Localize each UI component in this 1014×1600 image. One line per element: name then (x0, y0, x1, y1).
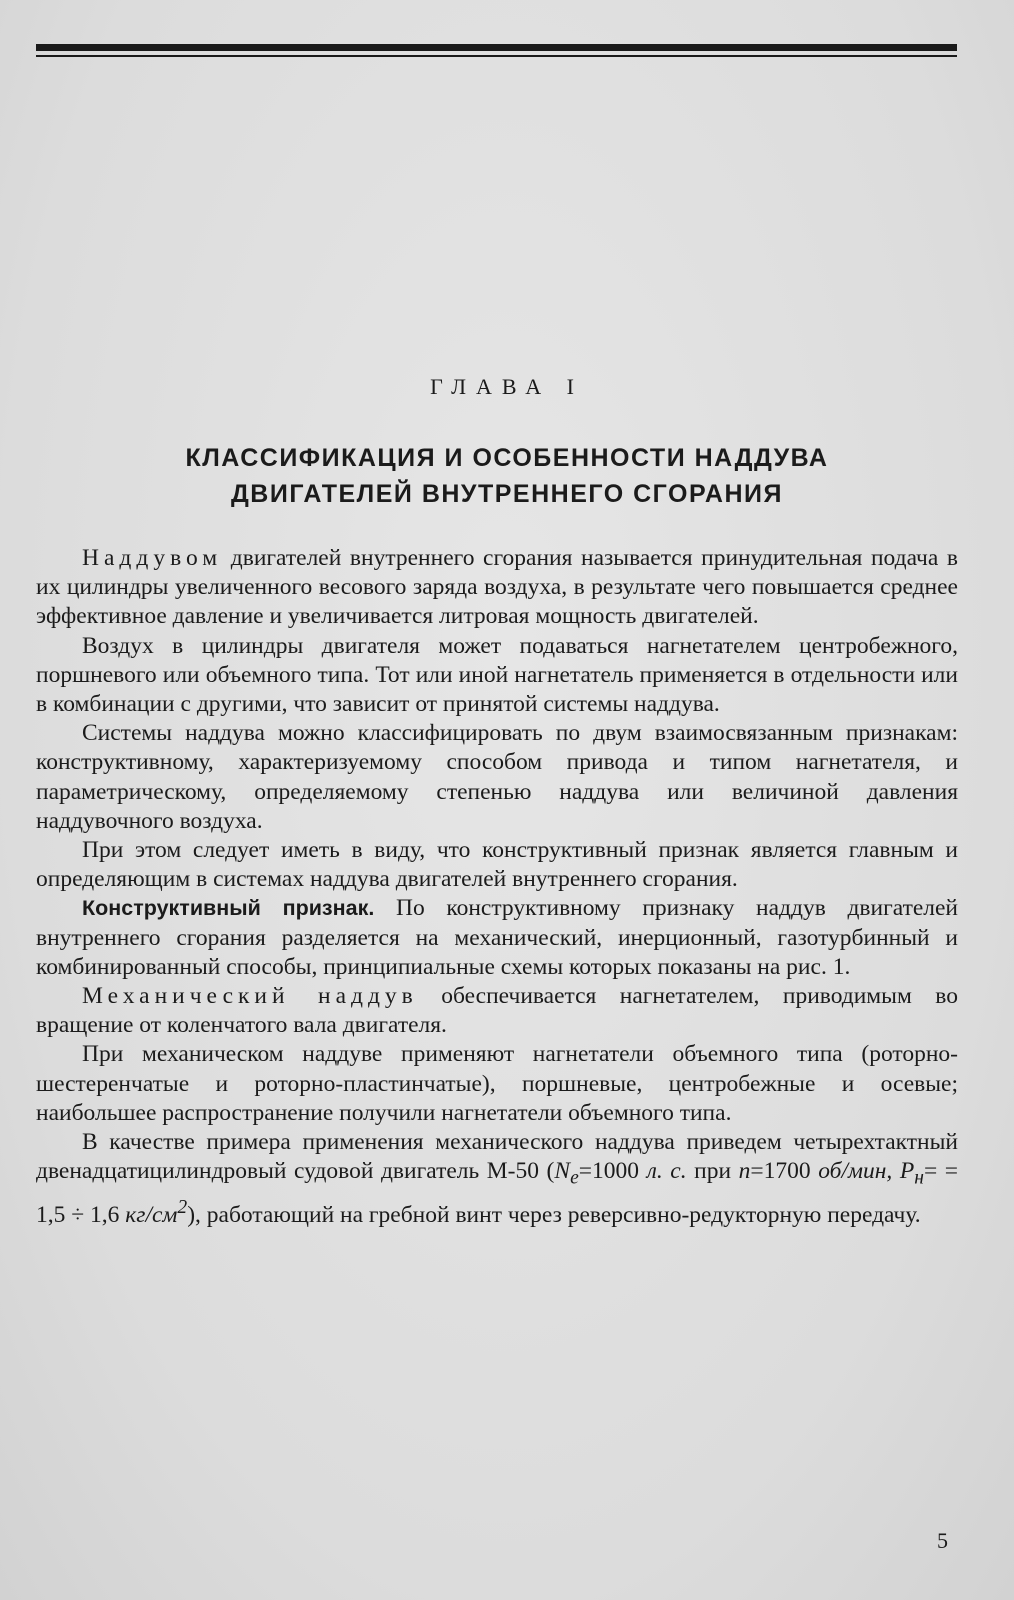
paragraph-5 (36, 894, 958, 982)
paragraph-6-text: обеспечивается нагнетателем, приводимым во вращение от коленчатого вала двигателя. (36, 983, 958, 1039)
paragraph-1-lead: Наддувом (82, 545, 223, 571)
page-number: 5 (937, 1528, 948, 1553)
paragraph-2: Воздух в цилиндры двигателя может подаваться нагнетателем центробежного, поршневого или объемного типа. Тот или иной нагнетатель применяется в отдельности или в комбинации с другими, что зависит от принятой системы наддува. (36, 632, 958, 718)
paragraph-5-text: По конструктивному признаку наддув двигателей внутреннего сгорания разделяется на механический, инерционный, газотурбинный и комбинированный способы, принципиальные схемы которых показаны на рис. 1. (36, 895, 958, 980)
p8-unit-3-superscript: 2 (177, 1197, 188, 1219)
p8-n-symbol: n (738, 1158, 751, 1185)
p8-pk-subscript: н (914, 1167, 924, 1189)
p8-text-5: = = 1,5 ÷ 1,6 (36, 1158, 959, 1228)
chapter-heading: ГЛАВА I (430, 374, 584, 399)
p8-text-2: =1000 (578, 1158, 647, 1185)
p8-unit-1: л. с. (646, 1158, 687, 1185)
paragraph-4: При этом следует иметь в виду, что конструктивный признак является главным и определяющим в системах наддува двигателей внутреннего сгорания. (36, 837, 958, 893)
p8-ne-subscript: e (570, 1167, 579, 1189)
p8-unit-3: кг/см (125, 1201, 178, 1228)
paragraph-6 (36, 982, 958, 1040)
paragraph-8 (36, 1128, 958, 1230)
paragraph-7: При механическом наддуве применяют нагнетатели объемного типа (роторно-шестеренчатые и роторно-пластинчатые), поршневые, центробежные и осевые; наибольшее распространение получили нагнетатели объемного типа. (36, 1041, 958, 1126)
paragraph-3: Системы наддува можно классифицировать по двум взаимосвязанным признакам: конструктивному, характеризуемому способом привода и типом нагнетателя, и параметрическому, определяемому степенью наддува или величиной давления наддувочного воздуха. (36, 720, 958, 834)
p8-text-4: =1700 (750, 1158, 819, 1185)
paragraph-5-lead: Конструктивный признак. (82, 896, 375, 921)
p8-unit-2: об/мин, (818, 1158, 893, 1185)
chapter-title-line-1: КЛАССИФИКАЦИЯ И ОСОБЕННОСТИ НАДДУВА (185, 444, 829, 472)
header-rule-thick (36, 44, 957, 51)
header-rule-thin (36, 55, 957, 57)
p8-text-1: В качестве примера применения механического наддува приведем четырехтактный двенадцатицилиндровый судовой двигатель М-50 ( (36, 1129, 958, 1185)
chapter-title (0, 440, 1014, 512)
paragraph-1 (36, 544, 958, 632)
paragraph-1-text: двигателей внутреннего сгорания называется принудительная подача в их цилиндры увеличенного весового заряда воздуха, в результате чего повышается среднее эффективное давление и увеличивается литровая мощность двигателей. (36, 545, 958, 630)
p8-text-3: при (686, 1158, 739, 1185)
chapter-title-line-2: ДВИГАТЕЛЕЙ ВНУТРЕННЕГО СГОРАНИЯ (231, 480, 783, 508)
p8-pk-symbol: P (892, 1158, 915, 1185)
p8-ne-symbol: N (554, 1158, 571, 1185)
p8-text-6: ), работающий на гребной винт через реверсивно-редукторную передачу. (187, 1201, 921, 1228)
paragraph-6-lead: Механический наддув (82, 983, 418, 1010)
body-text (36, 544, 958, 1230)
